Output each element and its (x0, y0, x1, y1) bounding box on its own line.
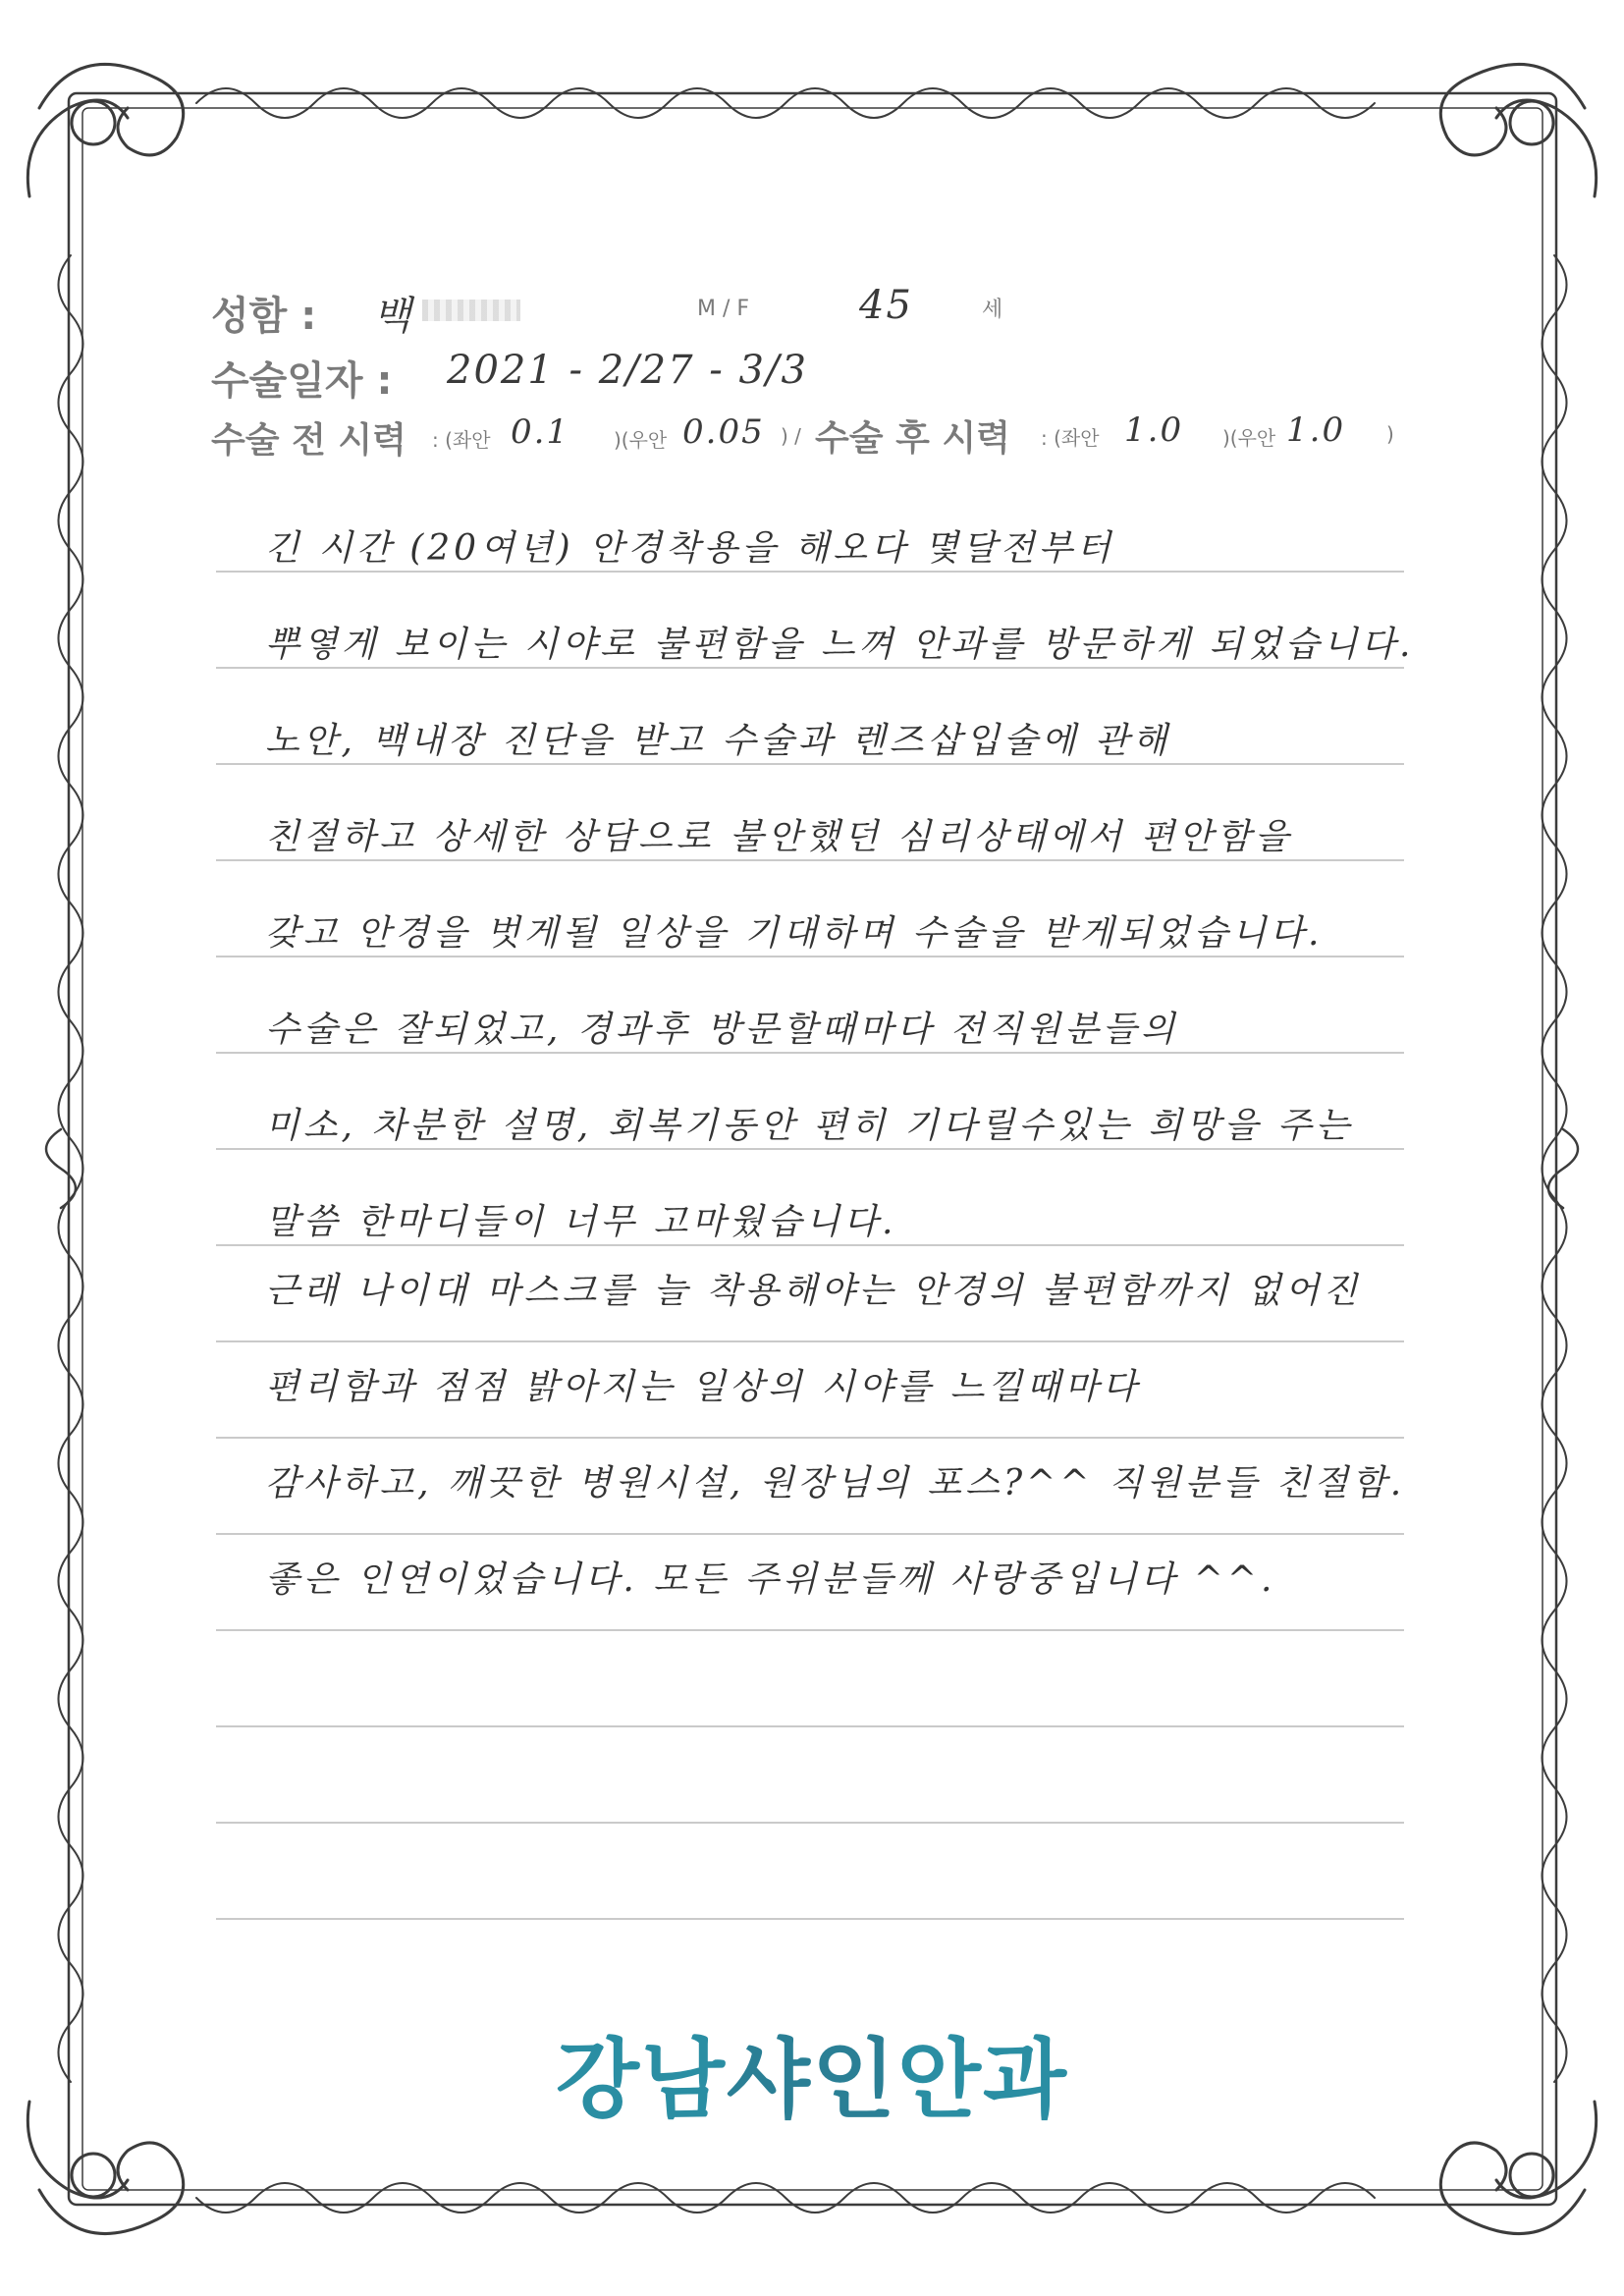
age-unit: 세 (982, 298, 1003, 322)
gender-label: M / F (697, 297, 750, 321)
post-close: ) (1386, 422, 1394, 446)
pre-left-value: 0.1 (511, 412, 570, 452)
letter-line: 친절하고 상세한 상담으로 불안했던 심리상태에서 편안함을 (265, 817, 1293, 857)
logo-part-gangnam: 강남 (555, 2029, 727, 2130)
pre-right-label: )(우안 (614, 428, 668, 452)
pre-right-value: 0.05 (682, 412, 765, 452)
logo-part-shine: 샤인 (726, 2029, 898, 2130)
letter-line: 갖고 안경을 벗게될 일상을 기대하며 수술을 받게되었습니다. (265, 913, 1324, 954)
letter-line: 미소, 차분한 설명, 회복기동안 편히 기다릴수있는 희망을 주는 (265, 1106, 1354, 1146)
letter-line: 수술은 잘되었고, 경과후 방문할때마다 전직원분들의 (265, 1010, 1179, 1050)
letter-line: 말씀 한마디들이 너무 고마웠습니다. (265, 1202, 897, 1242)
surgery-date-value: 2021 - 2/27 - 3/3 (447, 348, 808, 393)
name-redaction (422, 300, 520, 321)
post-left-value: 1.0 (1124, 410, 1184, 450)
name-value: 백 (373, 294, 413, 339)
pre-close: ) / (781, 424, 801, 448)
letter-line: 감사하고, 깨끗한 병원시설, 원장님의 포스?^^ 직원분들 친절함. (265, 1463, 1406, 1503)
post-right-value: 1.0 (1286, 410, 1346, 450)
letter-line: 근래 나이대 마스크를 늘 착용해야는 안경의 불편함까지 없어진 (265, 1271, 1362, 1311)
post-op-vision-label: 수술 후 시력 (815, 418, 1010, 459)
letter-line: 편리함과 점점 밝아지는 일상의 시야를 느낄때마다 (265, 1367, 1141, 1407)
post-left-label: : (좌안 (1041, 426, 1100, 450)
age-value: 45 (859, 283, 913, 328)
post-right-label: )(우안 (1222, 426, 1276, 450)
pre-left-label: : (좌안 (432, 428, 491, 452)
letter-line: 노안, 백내장 진단을 받고 수술과 렌즈삽입술에 관해 (265, 721, 1171, 761)
letter-line: 좋은 인연이었습니다. 모든 주위분들께 사랑중입니다 ^^. (265, 1559, 1276, 1600)
surgery-date-label: 수술일자 : (211, 358, 393, 404)
clinic-logo (0, 2011, 1624, 2135)
pre-op-vision-label: 수술 전 시력 (211, 420, 406, 461)
letter-line: 뿌옇게 보이는 시야로 불편함을 느껴 안과를 방문하게 되었습니다. (265, 625, 1415, 665)
letter-line: 긴 시간 (20여년) 안경착용을 해오다 몇달전부터 (265, 528, 1115, 569)
name-label: 성함 : (211, 294, 317, 339)
logo-part-eye-clinic: 안과 (897, 2029, 1069, 2130)
